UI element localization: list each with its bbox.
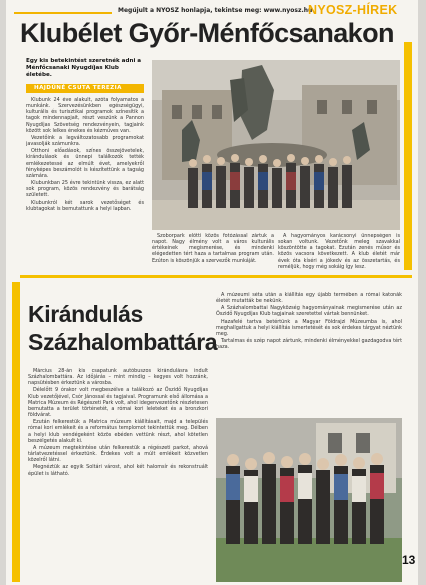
- article2-title: [28, 300, 217, 356]
- author-badge: [26, 84, 144, 93]
- paragraph: A múzeum megtekintése után felkerestük a régészeti parkot, ahová tárlatvezetéssel érkeztünk. Érdekes volt a múlt emlékeit közvetlen közelről látni.: [28, 444, 208, 464]
- paragraph: Ezután felkerestük a Matrica múzeum kiállításait, majd a település római kori emlékeit és a református templomot tekintettük meg. Délben a helyi klub vendégeként közös ebéden vettünk részt, ahol kötetlen beszélgetés alakult ki.: [28, 419, 208, 444]
- article1-column-3: [278, 233, 400, 273]
- paragraph: Március 28-án kis csapatunk autóbuszos kirándulásra indult Százhalombattára. Az időjárás – mint mindig – kegyes volt hozzánk, napsütésben érkeztünk a városba.: [28, 368, 208, 387]
- author-name: HAJDÚNÉ CSUTA TEREZIA: [34, 85, 122, 91]
- paragraph: Hazafelé tartva betértünk a Magyar Földrajzi Múzeumba is, ahol meghallgattuk a helyi kiállítás ismertetését és sok érdekes tárgyat néztünk meg.: [216, 318, 402, 337]
- accent-bar-right: [404, 42, 412, 270]
- title-line-2: Százhalombattára: [28, 329, 218, 355]
- group-photo-statues-image: [152, 60, 400, 230]
- section-label: NYOSZ-HÍREK: [308, 3, 398, 17]
- title-line-1: Kirándulás: [28, 301, 143, 327]
- paragraph: Megnéztük az egyik Soltári várost, ahol két halomsír és rekonstruált épület is látható.: [28, 464, 208, 477]
- magazine-page: [6, 0, 418, 585]
- accent-bar-left: [12, 282, 20, 582]
- article1-column-2: [152, 233, 274, 273]
- paragraph: Tartalmas és szép napot zártunk, mindenki élményekkel gazdagodva tért haza.: [216, 338, 402, 351]
- paragraph: Otthoni előadások, színes összejövetelek, kirándulások és ünnepi találkozók tették emlékezetessé az elmúlt évet, amelyekről fényképes beszámolót is készítettünk a tagság számára.: [26, 148, 144, 179]
- page-number: 13: [402, 553, 416, 567]
- paragraph: Szoborpark előtti közös fotózással zártuk a napot. Nagy élmény volt a város kulturális értékeinek megismerése, és mindenki elégedetten tért haza a tartalmas program után. Ezúton is köszönjük a szervezők munkáját.: [152, 233, 274, 264]
- paragraph: Délelőtt 9 órakor volt megbeszélve a találkozó az Őszidő Nyugdíjas Klub vezetőjével, Csór Jánossal és tagjaival. Programunk első állomása a Matrica Múzeum és Régészeti Park volt, ahol idegenvezetőnk részletesen bemutatta a terület történetét, a római kori leleteket és a bronzkori földvárat.: [28, 387, 208, 419]
- paragraph: Klubunk 24 éve alakult, azóta folyamatos a munkánk. Szervezésünkben egészségügyi, kulturális és turisztikai programok színesítik a tagok mindennapjait, részt veszünk a Pannon Nyugdíjas Szövetség rendezvényein, tagjaink között sok lelkes énekes és kézműves van.: [26, 97, 144, 134]
- paragraph: Klubunkban 25 évre tekintünk vissza, ez alatt sok program, közös rendezvény és barátság született.: [26, 180, 144, 199]
- group-photo-outdoor-image: [216, 418, 402, 582]
- paragraph: A múzeumi séta után a kiállítás egy újabb termében a római katonák életét mutatták be nekünk.: [216, 292, 402, 305]
- website-tagline: Megújult a NYOSZ honlapja, tekintse meg: www.nyosz.hu: [118, 7, 313, 14]
- paragraph: A Százhalombattai Nagyközség hagyományainak megismerése után az Őszidő Nyugdíjas Klub tagjainak szeretettel vártak bennünket.: [216, 305, 402, 318]
- group-photo-outdoor: [216, 418, 402, 582]
- paragraph: Vezetőink a legváltozatosabb programokat javasolják számunkra.: [26, 134, 144, 148]
- section-divider: [20, 275, 412, 278]
- article2-column-2: [216, 292, 402, 412]
- article1-column-1: [26, 97, 144, 269]
- article2-column-1: [28, 368, 208, 580]
- paragraph: Klubunkról két sarok vezetőséget és klubtagokat is bemutattunk a helyi lapban.: [26, 199, 144, 212]
- article-lead: Egy kis betekintést szeretnék adni a Ménfőcsanaki Nyugdíjas Klub életébe.: [26, 58, 142, 79]
- group-photo-statues: [152, 60, 400, 230]
- banner-rule: [14, 12, 112, 14]
- paragraph: A hagyományos karácsonyi ünnepségen is sokan voltunk. Vezetőnk meleg szavakkal köszöntötte a tagokat. Ezután zenés műsor és közös vacsora következett. A klub életét már évek óta kíséri a jókedv és az összetartás, és reméljük, hogy még sokáig így lesz.: [278, 233, 400, 270]
- article-title: Klubélet Győr-Ménfőcsanakon: [20, 18, 394, 48]
